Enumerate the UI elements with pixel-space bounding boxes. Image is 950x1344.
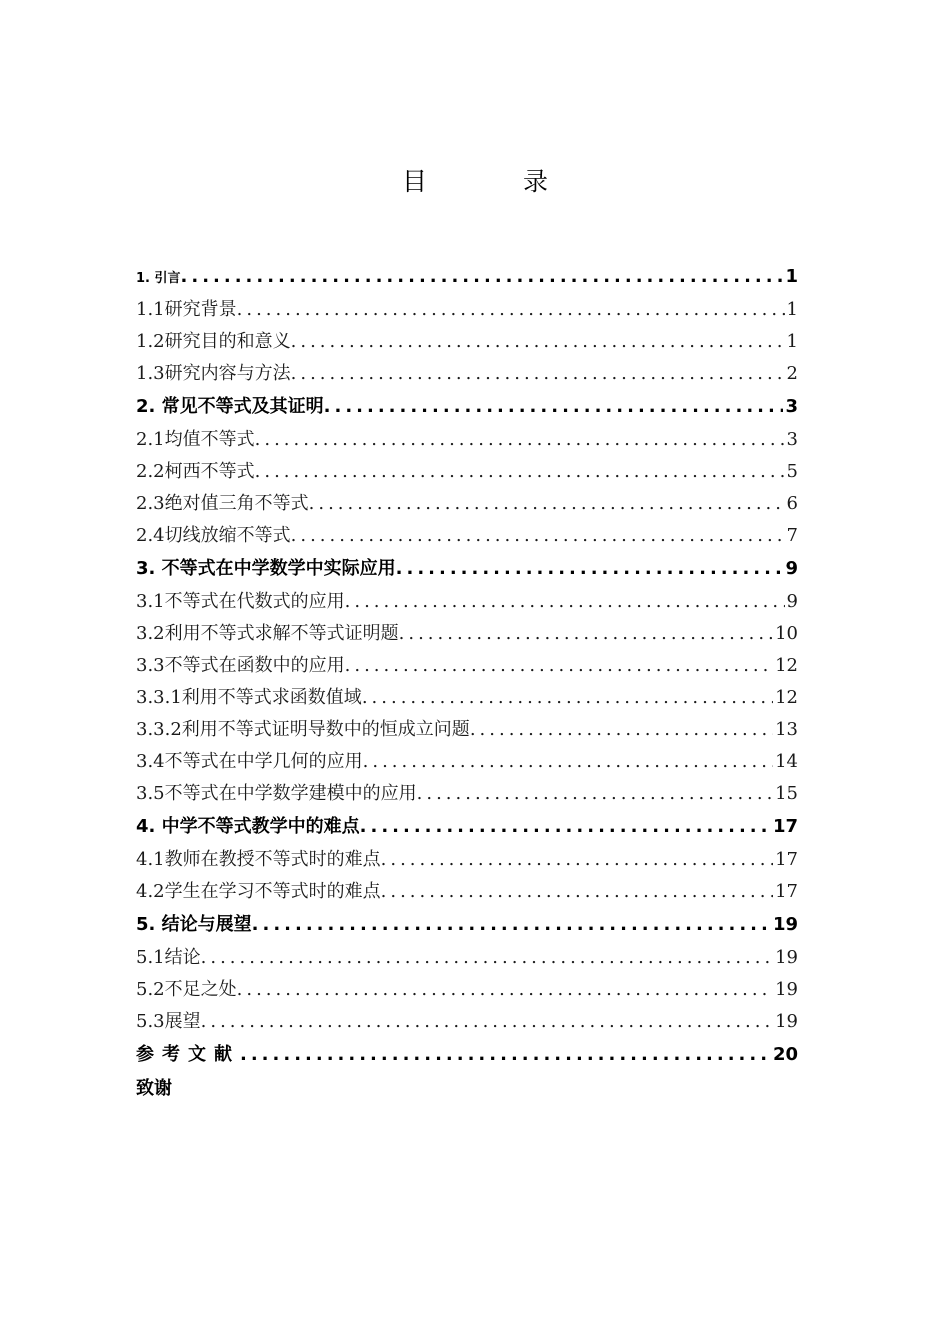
toc-entry-title: 3.3不等式在函数中的应用 [136, 655, 345, 676]
toc-entry-title: 1. 引言 [136, 271, 181, 286]
toc-page-number: 9 [785, 558, 798, 579]
toc-entry-title: 5.3展望 [136, 1011, 201, 1032]
toc-page-number: 3 [786, 429, 798, 450]
toc-page-number: 15 [775, 783, 798, 804]
toc-entry-section[interactable] [136, 1006, 798, 1038]
toc-dot-leader [381, 844, 773, 876]
toc-page-number: 7 [786, 525, 798, 546]
toc-dot-leader [470, 714, 773, 746]
toc-page-number: 17 [775, 881, 798, 902]
toc-page-number: 9 [786, 591, 798, 612]
toc-dot-leader [181, 260, 784, 294]
toc-entry-chapter[interactable] [136, 260, 798, 294]
toc-entry-title: 5.2不足之处 [136, 979, 237, 1000]
toc-page-number: 1 [785, 266, 798, 287]
toc-entry-title: 参考文献 [136, 1044, 240, 1065]
toc-entry-section[interactable] [136, 974, 798, 1006]
toc-dot-leader [255, 424, 785, 456]
toc-entry-title: 3.4不等式在中学几何的应用 [136, 751, 363, 772]
toc-entry-title: 3.5不等式在中学数学建模中的应用 [136, 783, 417, 804]
toc-entry-title: 5.1结论 [136, 947, 201, 968]
toc-entry-section[interactable] [136, 876, 798, 908]
toc-entry-section[interactable] [136, 650, 798, 682]
toc-page-number: 2 [786, 363, 798, 384]
toc-entry-title: 3.1不等式在代数式的应用 [136, 591, 345, 612]
toc-entry-title: 4.2学生在学习不等式时的难点 [136, 881, 381, 902]
toc-dot-leader [237, 974, 773, 1006]
toc-entry-title: 2.1均值不等式 [136, 429, 255, 450]
toc-entry-chapter[interactable] [136, 552, 798, 586]
toc-dot-leader [201, 942, 773, 974]
toc-entry-title: 5. 结论与展望 [136, 914, 252, 935]
toc-page-number: 13 [775, 719, 798, 740]
toc-entry-chapter[interactable] [136, 1038, 798, 1072]
toc-entry-section[interactable] [136, 586, 798, 618]
toc-page-number: 1 [786, 299, 798, 320]
toc-entry-section[interactable] [136, 746, 798, 778]
toc-entry-section[interactable] [136, 844, 798, 876]
toc-entry-chapter[interactable] [136, 1072, 798, 1106]
toc-entry-section[interactable] [136, 358, 798, 390]
toc-entry-title: 2.4切线放缩不等式 [136, 525, 291, 546]
toc-entry-title: 1.3研究内容与方法 [136, 363, 291, 384]
toc-dot-leader [237, 294, 785, 326]
toc-entry-section[interactable] [136, 456, 798, 488]
toc-page-number: 19 [775, 1011, 798, 1032]
toc-dot-leader [363, 746, 773, 778]
toc-dot-leader [345, 586, 785, 618]
toc-entry-title: 3.2利用不等式求解不等式证明题 [136, 623, 399, 644]
toc-entry-title: 2. 常见不等式及其证明 [136, 396, 324, 417]
toc-dot-leader [201, 1006, 773, 1038]
page-title: 目 录 [402, 167, 592, 196]
toc-entry-title: 4. 中学不等式教学中的难点 [136, 816, 360, 837]
toc-entry-section[interactable] [136, 294, 798, 326]
toc-dot-leader [396, 552, 784, 586]
toc-entry-title: 1.2研究目的和意义 [136, 331, 291, 352]
toc-dot-leader [240, 1038, 771, 1072]
toc-entry-section[interactable] [136, 714, 798, 746]
toc-entry-title: 3. 不等式在中学数学中实际应用 [136, 558, 396, 579]
table-of-contents [136, 260, 798, 1106]
toc-entry-section[interactable] [136, 778, 798, 810]
toc-entry-title: 3.3.2利用不等式证明导数中的恒成立问题 [136, 719, 470, 740]
toc-dot-leader [381, 876, 773, 908]
toc-entry-section[interactable] [136, 424, 798, 456]
toc-entry-title: 致谢 [136, 1078, 172, 1099]
toc-dot-leader [309, 488, 785, 520]
toc-page-number: 17 [775, 849, 798, 870]
toc-entry-title: 4.1教师在教授不等式时的难点 [136, 849, 381, 870]
toc-entry-chapter[interactable] [136, 810, 798, 844]
toc-entry-chapter[interactable] [136, 390, 798, 424]
toc-entry-section[interactable] [136, 618, 798, 650]
toc-dot-leader [324, 390, 784, 424]
toc-dot-leader [360, 810, 771, 844]
toc-entry-chapter[interactable] [136, 908, 798, 942]
toc-dot-leader [291, 358, 785, 390]
toc-dot-leader [291, 326, 785, 358]
toc-page-number: 17 [772, 816, 798, 837]
toc-page-number: 19 [775, 979, 798, 1000]
toc-page-number: 12 [775, 655, 798, 676]
toc-entry-section[interactable] [136, 520, 798, 552]
toc-entry-title: 3.3.1利用不等式求函数值域 [136, 687, 362, 708]
toc-page-number: 3 [785, 396, 798, 417]
toc-page-number: 20 [772, 1044, 798, 1065]
toc-entry-section[interactable] [136, 488, 798, 520]
toc-page-number: 6 [786, 493, 798, 514]
toc-dot-leader [345, 650, 773, 682]
toc-page-number: 19 [772, 914, 798, 935]
toc-dot-leader [291, 520, 785, 552]
toc-entry-title: 2.2柯西不等式 [136, 461, 255, 482]
toc-page-number: 10 [775, 623, 798, 644]
toc-page-number: 14 [775, 751, 798, 772]
toc-page-number: 12 [775, 687, 798, 708]
toc-dot-leader [255, 456, 785, 488]
toc-entry-title: 1.1研究背景 [136, 299, 237, 320]
toc-page-number: 19 [775, 947, 798, 968]
toc-dot-leader [417, 778, 773, 810]
toc-entry-section[interactable] [136, 942, 798, 974]
toc-dot-leader [399, 618, 773, 650]
toc-page-number: 5 [786, 461, 798, 482]
toc-dot-leader [252, 908, 771, 942]
toc-entry-section[interactable] [136, 326, 798, 358]
toc-entry-title: 2.3绝对值三角不等式 [136, 493, 309, 514]
toc-dot-leader [362, 682, 773, 714]
toc-page-number: 1 [786, 331, 798, 352]
toc-entry-section[interactable] [136, 682, 798, 714]
